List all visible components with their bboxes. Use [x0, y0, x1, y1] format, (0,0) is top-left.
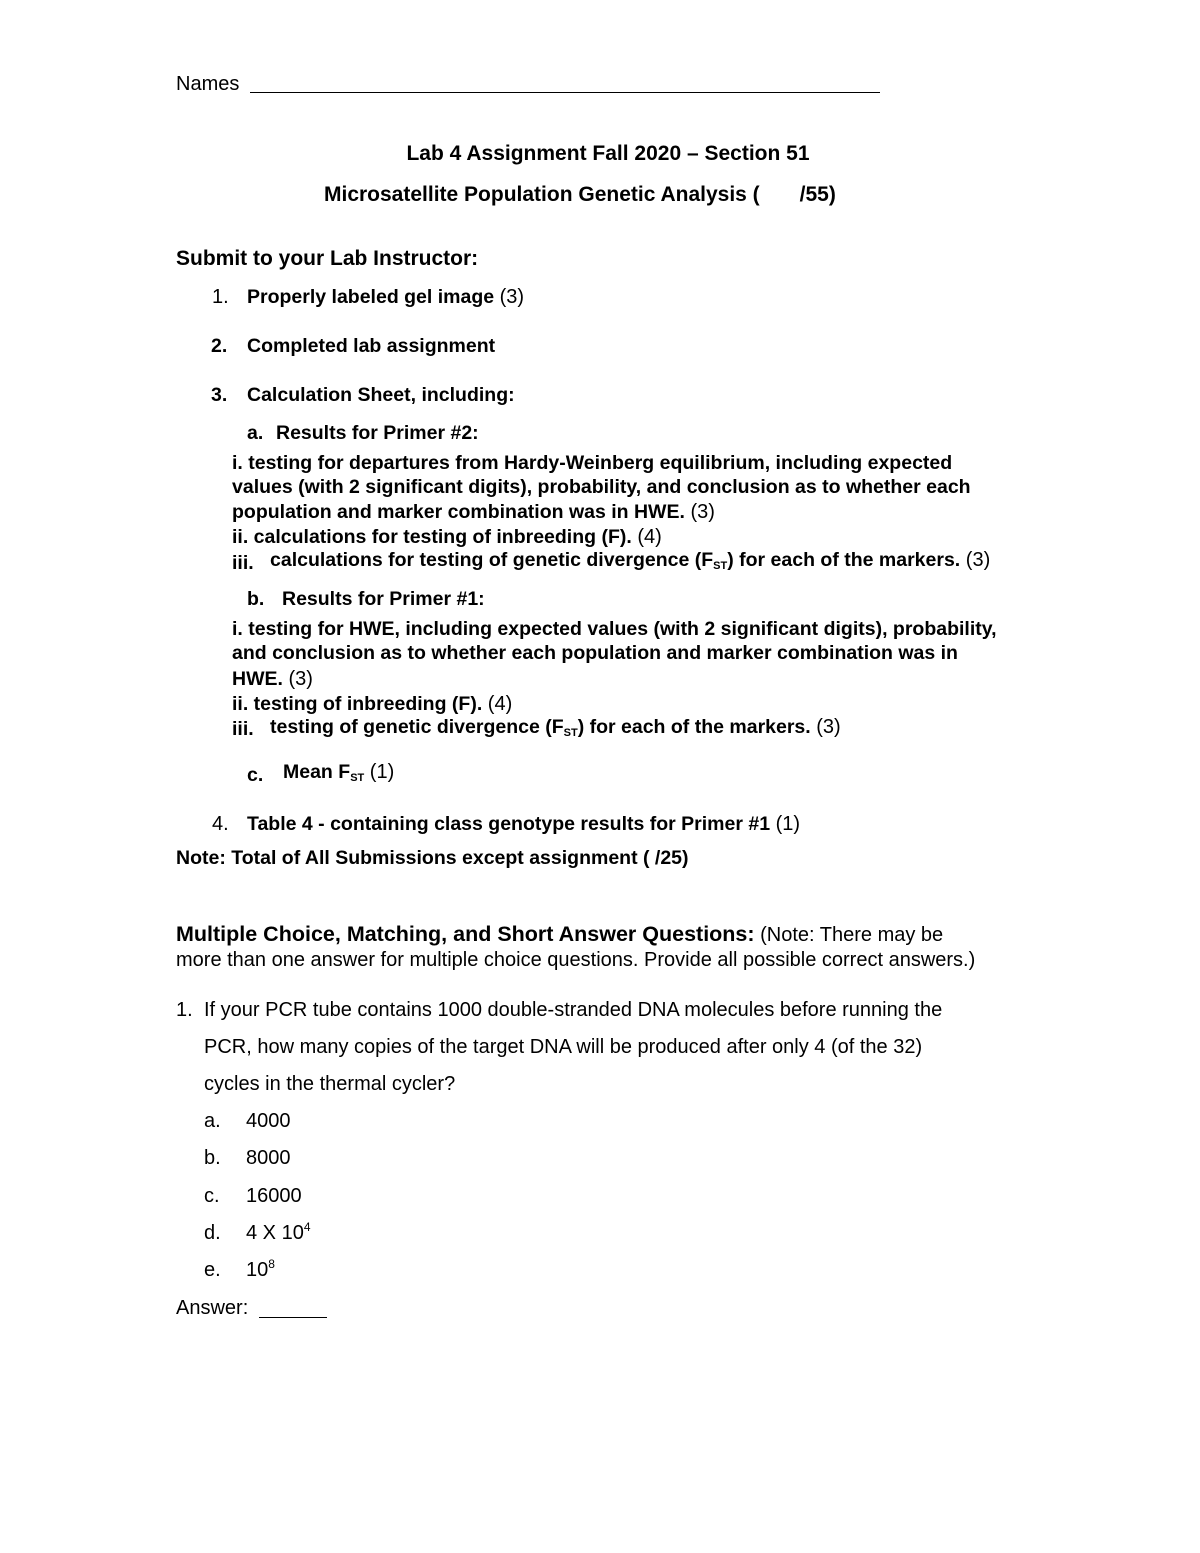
answer-blank-line[interactable]: [259, 1297, 327, 1318]
mean-fst: Mean FST (1): [283, 761, 395, 784]
submit-item-gel-image: Properly labeled gel image (3): [247, 286, 525, 308]
list-number: 4.: [212, 813, 229, 835]
primer1-inbreeding: ii. testing of inbreeding (F). (4): [232, 693, 513, 715]
primer2-divergence: calculations for testing of genetic divergence (FST) for each of the markers. (3): [270, 549, 991, 572]
question-number: 1.: [176, 999, 193, 1021]
list-number: iii.: [232, 718, 254, 740]
question-1-line2: PCR, how many copies of the target DNA will be produced after only 4 (of the 32): [204, 1036, 923, 1058]
submission-note: Note: Total of All Submissions except assignment ( /25): [176, 847, 689, 869]
list-number: iii.: [232, 552, 254, 574]
question-1-line3: cycles in the thermal cycler?: [204, 1073, 456, 1095]
primer2-inbreeding: ii. calculations for testing of inbreeding (F). (4): [232, 526, 662, 548]
option-label: b.: [204, 1147, 221, 1169]
option-text: $10^8$: [246, 1257, 275, 1281]
option-text: 4000: [246, 1110, 291, 1132]
questions-heading-note: more than one answer for multiple choice questions. Provide all possible correct answers.): [176, 949, 976, 971]
primer1-hwe-line2: and conclusion as to whether each population and marker combination was in: [232, 642, 958, 664]
submit-item-table4: Table 4 - containing class genotype results for Primer #1 (1): [247, 813, 801, 835]
primer1-hwe-line3: HWE. (3): [232, 668, 313, 690]
names-blank-line[interactable]: [250, 72, 880, 93]
option-label: c.: [204, 1185, 220, 1207]
list-number: 3.: [211, 384, 228, 406]
option-label: e.: [204, 1259, 221, 1281]
page-subtitle: Microsatellite Population Genetic Analysis ( /55): [324, 183, 836, 206]
questions-heading: Multiple Choice, Matching, and Short Answer Questions: (Note: There may be: [176, 922, 944, 946]
names-label: Names: [176, 73, 240, 95]
option-text: 4 X $10^4$: [246, 1220, 311, 1244]
sub-label: a.: [247, 422, 264, 444]
primer1-heading: Results for Primer #1:: [282, 588, 485, 610]
submit-heading: Submit to your Lab Instructor:: [176, 247, 479, 270]
list-number: 1.: [212, 286, 229, 308]
answer-label: Answer:: [176, 1297, 249, 1319]
option-label: d.: [204, 1222, 221, 1244]
primer2-hwe-line3: population and marker combination was in HWE. (3): [232, 501, 715, 523]
submit-item-calc-sheet: Calculation Sheet, including:: [247, 384, 515, 406]
sub-label: c.: [247, 764, 264, 786]
question-1-line1: If your PCR tube contains 1000 double-stranded DNA molecules before running the: [204, 999, 943, 1021]
option-text: 8000: [246, 1147, 291, 1169]
submit-item-lab-assignment: Completed lab assignment: [247, 335, 496, 357]
page-title: Lab 4 Assignment Fall 2020 – Section 51: [406, 142, 810, 165]
option-text: 16000: [246, 1185, 302, 1207]
list-number: 2.: [211, 335, 228, 357]
primer1-divergence: testing of genetic divergence (FST) for each of the markers. (3): [270, 716, 841, 739]
primer1-hwe-line1: i. testing for HWE, including expected values (with 2 significant digits), probability,: [232, 618, 997, 640]
primer2-heading: Results for Primer #2:: [276, 422, 479, 444]
option-label: a.: [204, 1110, 221, 1132]
primer2-hwe-line2: values (with 2 significant digits), probability, and conclusion as to whether each: [232, 476, 971, 498]
sub-label: b.: [247, 588, 265, 610]
primer2-hwe-line1: i. testing for departures from Hardy-Weinberg equilibrium, including expected: [232, 452, 953, 474]
